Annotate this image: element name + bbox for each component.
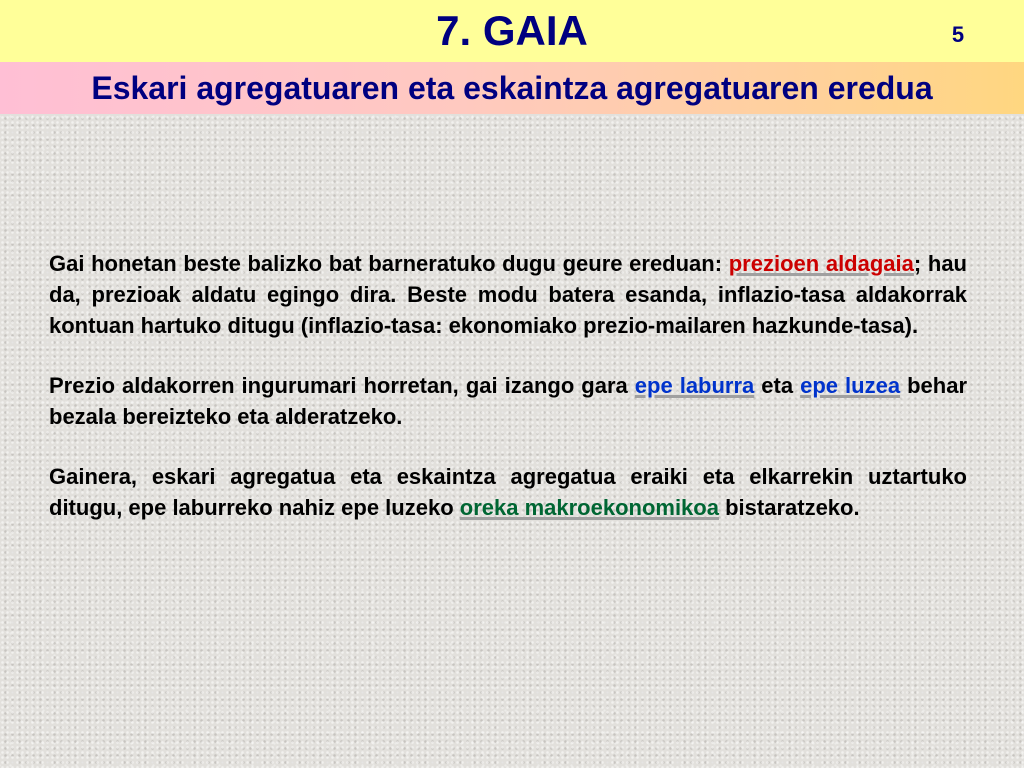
highlight-epe-luzea: epe luzea [800,373,901,398]
paragraph-2-text-after: behar bezala bereizteko eta alderatzeko. [49,373,968,429]
highlight-prezioen-aldagaia: prezioen aldagaia [728,251,914,276]
highlight-epe-laburra: epe laburra [634,373,755,398]
paragraph-1-text-after: ; hau da, prezioak aldatu egingo dira. Beste modu batera esanda, inflazio-tasa aldakorrak kontuan hartuko ditugu (inflazio-tasa: ekonomiako prezio-mailaren hazkunde-tasa). [49,251,967,338]
subtitle-bar [0,62,1024,114]
paragraph-3-text-after: bistaratzeko. [718,495,860,520]
title-bar [0,0,1024,62]
paragraph-2 [49,370,967,432]
slide-subtitle: Eskari agregatuaren eta eskaintza agregatuaren eredua [91,70,933,106]
paragraph-2-text-before: Prezio aldakorren ingurumari horretan, gai izango gara [49,373,635,398]
slide-body [49,248,967,552]
paragraph-1 [49,248,967,341]
highlight-oreka-makroekonomikoa: oreka makroekonomikoa [459,495,719,520]
slide-title: 7. GAIA [436,7,588,54]
paragraph-2-text-middle: eta [754,373,801,398]
page-number: 5 [951,22,965,47]
paragraph-1-text-before: Gai honetan beste balizko bat barneratuko dugu geure ereduan: [49,251,729,276]
paragraph-3 [49,461,967,523]
paragraph-3-text-before: Gainera, eskari agregatua eta eskaintza agregatua eraiki eta elkarrekin uztartuko ditugu, epe laburreko nahiz epe luzeko [49,464,967,520]
